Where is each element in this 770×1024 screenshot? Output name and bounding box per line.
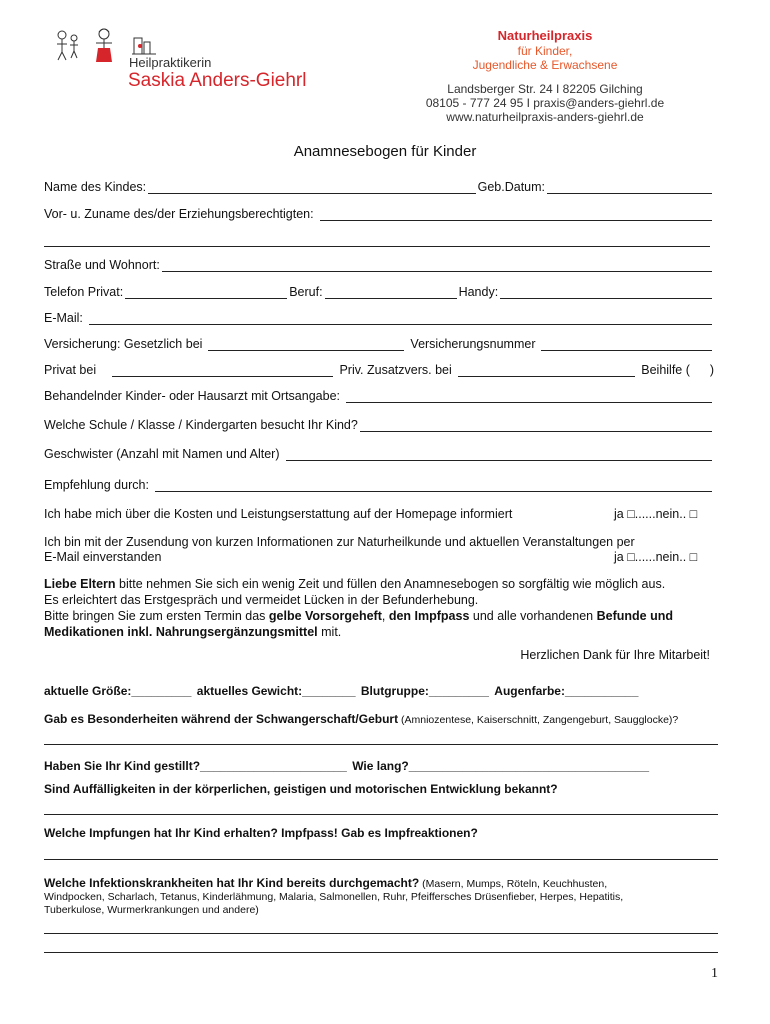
logo [52, 26, 312, 94]
answer-vaccines-line[interactable] [44, 859, 718, 860]
page-number: 1 [711, 966, 718, 981]
field-eyes[interactable]: Augenfarbe:___________ [494, 684, 639, 698]
question-development: Sind Auffälligkeiten in der körperlichen, geistigen und motorischen Entwicklung bekannt? [44, 782, 558, 796]
notice-paragraph [44, 576, 734, 640]
consent-newsletter-options[interactable]: ja □......nein.. □ [614, 550, 698, 564]
label-child-name: Name des Kindes: [44, 180, 147, 194]
question-vaccines: Welche Impfungen hat Ihr Kind erhalten? Impfpass! Gab es Impfreaktionen? [44, 826, 478, 840]
label-school: Welche Schule / Klasse / Kindergarten besucht Ihr Kind? [44, 418, 358, 432]
input-school[interactable] [360, 419, 712, 432]
label-siblings: Geschwister (Anzahl mit Namen und Alter) [44, 447, 280, 461]
label-beihilfe-close: ) [709, 363, 714, 377]
label-doctor: Behandelnder Kinder- oder Hausarzt mit Ortsangabe: [44, 389, 340, 403]
label-street: Straße und Wohnort: [44, 258, 160, 272]
row-child-name [44, 180, 714, 194]
answer-development-line[interactable] [44, 814, 718, 815]
label-job: Beruf: [289, 285, 323, 299]
label-guardian: Vor- u. Zuname des/der Erziehungsberechtigten: [44, 207, 314, 221]
practice-header [380, 28, 710, 124]
input-job[interactable] [325, 286, 457, 299]
input-private-extra[interactable] [458, 364, 635, 377]
answer-infections-line1[interactable] [44, 933, 718, 934]
notice-bold-vorsorgeheft: gelbe Vorsorgeheft [268, 609, 382, 623]
label-beihilfe: Beihilfe ( [641, 363, 690, 377]
practice-name: Naturheilpraxis [497, 28, 593, 43]
question-pregnancy [44, 712, 678, 726]
input-private-at[interactable] [112, 364, 333, 377]
notice-bold-impfpass: den Impfpass [388, 609, 470, 623]
row-phone [44, 285, 714, 299]
input-phone-private[interactable] [125, 286, 287, 299]
notice-text3c: und alle vorhandenen [469, 609, 597, 623]
row-private [44, 363, 714, 377]
notice-text4: mit. [317, 625, 342, 639]
label-referral: Empfehlung durch: [44, 478, 149, 492]
row-insurance [44, 337, 714, 351]
field-weight[interactable]: aktuelles Gewicht:________ [196, 684, 356, 698]
field-blood[interactable]: Blutgruppe:_________ [360, 684, 489, 698]
logo-name: Saskia Anders-Giehrl [128, 70, 307, 91]
input-child-name[interactable] [148, 181, 475, 194]
page-title: Anamnesebogen für Kinder [293, 143, 477, 160]
input-doctor[interactable] [346, 390, 712, 403]
question-breastfed [44, 759, 649, 773]
notice-bold-medikationen: Medikationen inkl. Nahrungsergänzungsmittel [44, 625, 318, 639]
input-referral[interactable] [155, 479, 712, 492]
row-measurements [44, 684, 638, 698]
consent-costs-text: Ich habe mich über die Kosten und Leistungserstattung auf der Homepage informiert [44, 507, 513, 521]
row-doctor [44, 389, 714, 403]
field-height[interactable]: aktuelle Größe:_________ [44, 684, 192, 698]
label-birth-date: Geb.Datum: [477, 180, 545, 194]
answer-pregnancy-line[interactable] [44, 744, 718, 745]
question-infections-hint2: Windpocken, Scharlach, Tetanus, Kinderlähmung, Malaria, Salmonellen, Ruhr, Pfeiffersches Drüsenfieber, Herpes, Hepatitis, [44, 891, 624, 903]
notice-greeting: Liebe Eltern [44, 577, 116, 591]
question-infections-text: Welche Infektionskrankheiten hat Ihr Kind bereits durchgemacht? [44, 876, 420, 890]
practice-contact: 08105 - 777 24 95 I praxis@anders-giehrl.de [425, 96, 665, 110]
input-guardian-line2[interactable] [44, 246, 710, 247]
label-phone-private: Telefon Privat: [44, 285, 124, 299]
input-insurance-number[interactable] [541, 338, 712, 351]
input-street[interactable] [162, 259, 712, 272]
field-how-long[interactable]: Wie lang?____________________________________ [352, 759, 650, 773]
label-private-extra: Priv. Zusatzvers. bei [339, 363, 452, 377]
consent-costs-options[interactable]: ja □......nein.. □ [614, 507, 698, 521]
row-referral [44, 478, 714, 492]
label-insurance-number: Versicherungsnummer [410, 337, 536, 351]
logo-subtitle: Heilpraktikerin [129, 55, 212, 70]
notice-text3b: , [381, 609, 389, 623]
row-email [44, 311, 714, 325]
notice-text2: Es erleichtert das Erstgespräch und vermeidet Lücken in der Befunderhebung. [44, 593, 479, 607]
input-siblings[interactable] [286, 448, 712, 461]
notice-text3a: Bitte bringen Sie zum ersten Termin das [44, 609, 269, 623]
row-guardian [44, 207, 714, 221]
label-email: E-Mail: [44, 311, 83, 325]
question-infections-hint3: Tuberkulose, Wurmerkrankungen und andere) [44, 904, 259, 916]
label-private-at: Privat bei [44, 363, 97, 377]
question-infections-hint1: (Masern, Mumps, Röteln, Keuchhusten, [419, 878, 608, 890]
question-pregnancy-text: Gab es Besonderheiten während der Schwangerschaft/Geburt [44, 712, 399, 726]
notice-thanks: Herzlichen Dank für Ihre Mitarbeit! [520, 648, 710, 662]
input-guardian[interactable] [320, 208, 712, 221]
input-birth-date[interactable] [547, 181, 712, 194]
question-infections [44, 877, 734, 917]
notice-bold-befunde: Befunde und [596, 609, 673, 623]
input-mobile[interactable] [500, 286, 712, 299]
answer-infections-line2[interactable] [44, 952, 718, 953]
consent-newsletter-line2: E-Mail einverstanden [44, 550, 162, 564]
notice-text1: bitte nehmen Sie sich ein wenig Zeit und füllen den Anamnesebogen so sorgfältig wie möglich aus. [115, 577, 666, 591]
input-insurance-public[interactable] [208, 338, 404, 351]
label-mobile: Handy: [458, 285, 499, 299]
practice-website: www.naturheilpraxis-anders-giehrl.de [446, 110, 644, 124]
input-email[interactable] [89, 312, 712, 325]
label-insurance-public: Versicherung: Gesetzlich bei [44, 337, 203, 351]
consent-newsletter-line1: Ich bin mit der Zusendung von kurzen Informationen zur Naturheilkunde und aktuellen Veranstaltungen per [44, 535, 635, 549]
question-pregnancy-end: ? [672, 714, 679, 726]
field-breastfed[interactable]: Haben Sie Ihr Kind gestillt?______________________ [44, 759, 347, 773]
practice-for-kids: für Kinder, [517, 44, 573, 58]
question-pregnancy-hint: (Amniozentese, Kaiserschnitt, Zangengeburt, Saugglocke) [398, 714, 673, 726]
practice-address: Landsberger Str. 24 I 82205 Gilching [447, 82, 643, 96]
row-siblings [44, 447, 714, 461]
row-school [44, 418, 714, 432]
practice-for-youth: Jugendliche & Erwachsene [472, 58, 618, 72]
row-street [44, 258, 714, 272]
